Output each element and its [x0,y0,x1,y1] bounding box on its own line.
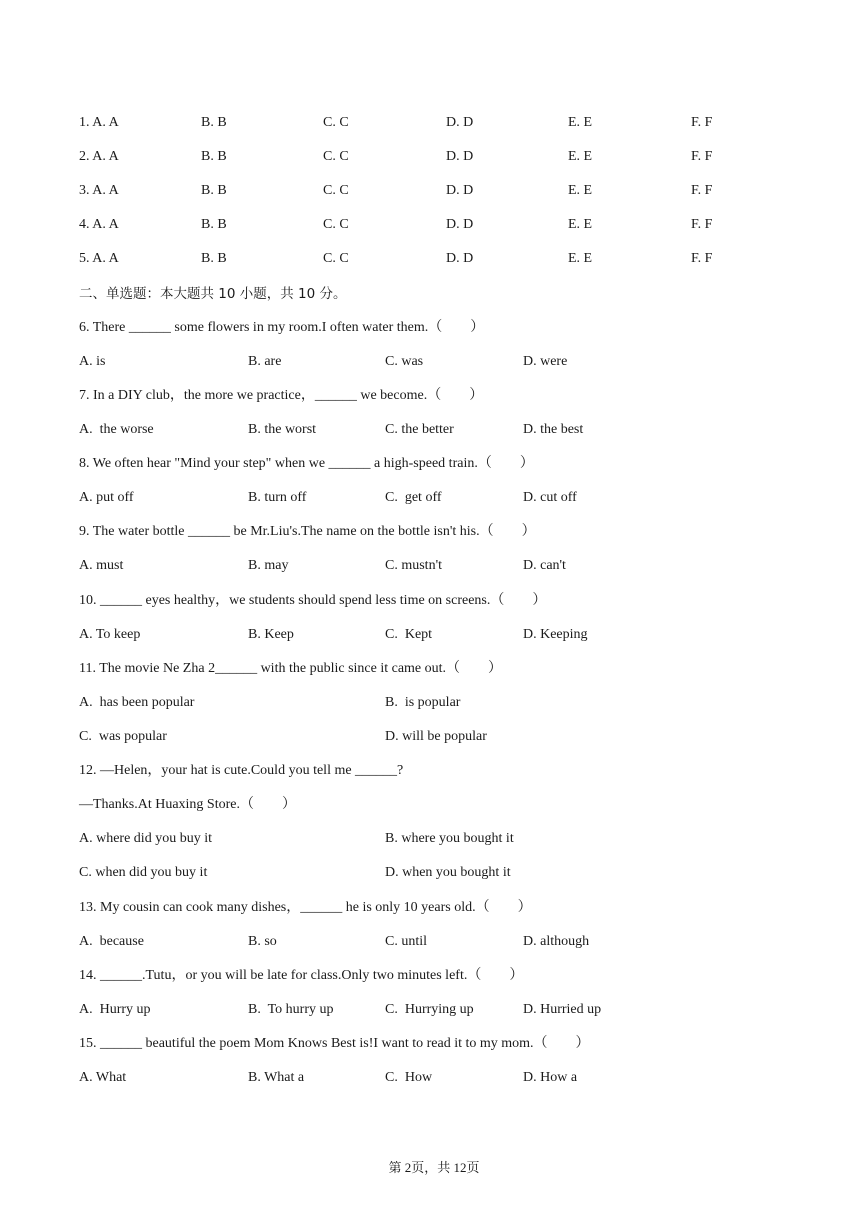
option-d[interactable]: D. although [523,934,590,949]
answer-cell: C. C [323,149,349,164]
option-c[interactable]: C. when did you buy it [79,865,208,880]
answer-cell: C. C [323,217,349,232]
option-b[interactable]: B. the worst [248,422,317,437]
option-d[interactable]: D. were [523,354,568,369]
question-options [0,1069,868,1087]
question-stem: 6. There ______ some flowers in my room.I often water them.（ ） [79,320,485,335]
option-a[interactable]: A. has been popular [79,695,195,710]
option-b[interactable]: B. may [248,558,289,573]
answer-cell: D. D [446,251,474,266]
question-stem: 13. My cousin can cook many dishes，______ he is only 10 years old.（ ） [79,900,532,915]
option-c[interactable]: C. Kept [385,627,433,642]
option-a[interactable]: A. because [79,934,144,949]
answer-cell: E. E [568,149,593,164]
question-stem: 14. ______.Tutu，or you will be late for class.Only two minutes left.（ ） [79,968,524,983]
question-options [0,1001,868,1019]
option-a[interactable]: A. is [79,354,106,369]
option-b[interactable]: B. are [248,354,282,369]
section-title: 二、单选题：本大题共 10 小题，共 10 分。 [79,286,347,302]
option-a[interactable]: A. must [79,558,124,573]
question-options [0,626,868,644]
answer-cell: 3. A. A [79,183,119,198]
option-a[interactable]: A. put off [79,490,134,505]
question-stem: 7. In a DIY club，the more we practice，______ we become.（ ） [79,388,484,403]
answer-cell: C. C [323,183,349,198]
answer-cell: D. D [446,217,474,232]
question-options [0,933,868,951]
option-b[interactable]: B. To hurry up [248,1002,334,1017]
option-a[interactable]: A. the worse [79,422,154,437]
question-options [0,830,868,848]
option-b[interactable]: B. so [248,934,277,949]
answer-cell: 5. A. A [79,251,119,266]
answer-cell: F. F [691,217,713,232]
answer-cell: C. C [323,115,349,130]
option-a[interactable]: A. where did you buy it [79,831,212,846]
option-d[interactable]: D. when you bought it [385,865,511,880]
option-d[interactable]: D. will be popular [385,729,487,744]
option-c[interactable]: C. Hurrying up [385,1002,474,1017]
question-options [0,489,868,507]
answer-cell: 2. A. A [79,149,119,164]
answer-cell: B. B [201,149,227,164]
option-a[interactable]: A. Hurry up [79,1002,151,1017]
answer-row-5 [0,250,868,268]
answer-cell: B. B [201,217,227,232]
question-stem: 11. The movie Ne Zha 2______ with the public since it came out.（ ） [79,661,503,676]
question-stem-reply: —Thanks.At Huaxing Store.（ ） [79,797,296,812]
page-footer: 第 2页，共 12页 [388,1160,480,1175]
option-b[interactable]: B. where you bought it [385,831,514,846]
question-stem: 9. The water bottle ______ be Mr.Liu's.The name on the bottle isn't his.（ ） [79,524,536,539]
answer-cell: F. F [691,183,713,198]
answer-row-3 [0,182,868,200]
question-stem: 8. We often hear "Mind your step" when we ______ a high-speed train.（ ） [79,456,534,471]
answer-cell: C. C [323,251,349,266]
option-d[interactable]: D. Keeping [523,627,588,642]
option-c[interactable]: C. get off [385,490,442,505]
option-d[interactable]: D. Hurried up [523,1002,602,1017]
option-d[interactable]: D. cut off [523,490,577,505]
answer-cell: E. E [568,115,593,130]
option-c[interactable]: C. was [385,354,424,369]
answer-cell: E. E [568,251,593,266]
option-a[interactable]: A. What [79,1070,127,1085]
answer-cell: B. B [201,251,227,266]
answer-cell: F. F [691,251,713,266]
answer-cell: 1. A. A [79,115,119,130]
question-options [0,864,868,882]
question-options [0,728,868,746]
answer-row-4 [0,216,868,234]
question-options [0,421,868,439]
answer-cell: D. D [446,149,474,164]
option-c[interactable]: C. until [385,934,428,949]
option-b[interactable]: B. turn off [248,490,307,505]
option-c[interactable]: C. mustn't [385,558,442,573]
answer-cell: D. D [446,183,474,198]
option-d[interactable]: D. the best [523,422,584,437]
option-b[interactable]: B. is popular [385,695,461,710]
question-stem: 10. ______ eyes healthy，we students should spend less time on screens.（ ） [79,593,547,608]
question-options [0,557,868,575]
option-a[interactable]: A. To keep [79,627,141,642]
answer-cell: E. E [568,183,593,198]
question-options [0,694,868,712]
question-options [0,353,868,371]
answer-cell: F. F [691,149,713,164]
answer-cell: F. F [691,115,713,130]
option-c[interactable]: C. the better [385,422,454,437]
answer-cell: E. E [568,217,593,232]
option-d[interactable]: D. How a [523,1070,578,1085]
option-b[interactable]: B. Keep [248,627,294,642]
question-stem: 12. —Helen，your hat is cute.Could you tell me ______? [79,763,404,778]
option-b[interactable]: B. What a [248,1070,305,1085]
question-stem: 15. ______ beautiful the poem Mom Knows Best is!I want to read it to my mom.（ ） [79,1036,590,1051]
answer-row-1 [0,114,868,132]
answer-row-2 [0,148,868,166]
answer-cell: D. D [446,115,474,130]
option-d[interactable]: D. can't [523,558,566,573]
option-c[interactable]: C. was popular [79,729,167,744]
option-c[interactable]: C. How [385,1070,433,1085]
answer-cell: B. B [201,183,227,198]
answer-cell: 4. A. A [79,217,119,232]
answer-cell: B. B [201,115,227,130]
